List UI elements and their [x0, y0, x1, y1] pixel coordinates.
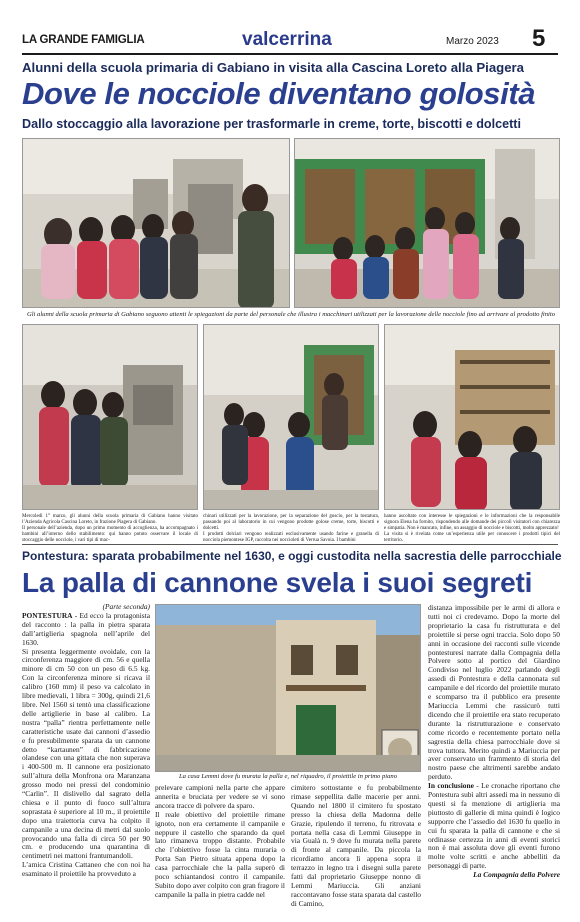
article1-col2-para-2: I prodotti dolciari vengono realizzati esclusivamente usando farine e granella di nocciola piemontese IGP, raccolta nei noccioleti di Verrua Savoia. I bambini	[203, 531, 379, 543]
photo-group-tour	[203, 324, 379, 510]
article2-headline: La palla di cannone svela i suoi segreti	[22, 567, 533, 598]
article2-column-1	[22, 603, 150, 879]
article1-col1-para-1: Mercoledì 1° marzo, gli alunni della scuola primaria di Gabiano hanno visitato l’Azienda Agricola Cascina Loreto, in frazione Piagera di Gabiano.	[22, 514, 198, 525]
article2-author: La Compagnia della Polvere	[473, 870, 560, 880]
article1-col3-para-1: hanno ascoltato con interesse le spiegazioni e le informazioni che la responsabile signora Elena ha fornito, rispondendo alle domande dei piccoli visitatori con chiarezza e simpatia. Non è mancato, infine, un assaggio di nocciole e biscotti, molto apprezzato!	[384, 514, 560, 531]
article1-subhead: Dallo stoccaggio alla lavorazione per trasformarle in creme, torte, biscotti e dolcetti	[22, 117, 521, 131]
article2-col3-para-1: cimitero sottostante e fu probabilmente rimase seppellita dalle macerie per anni. Quando nel 1800 il cimitero fu spostato presso la chiesa della Madonna delle Grazie, ripulendo il terreno, fu ritrovata e portata nella casa di Lemmi Giuseppe in via Gualà n. 9 dove fu murata nella parete di fronte al campanile. Da piccola la ricordiamo ancora lì appena sopra il terrazzo in legno tra i disegni sulla parete fatti dal proprietario Giuseppe nonno di Lemmi Mariuccia. Gli anziani raccontavano fosse stata sparata dal castello di Camino,	[291, 783, 421, 908]
article1-kicker: Alunni della scuola primaria di Gabiano in visita alla Cascina Loreto alla Piagera	[22, 60, 525, 75]
header-rule	[22, 53, 558, 55]
article1-column-1	[22, 514, 198, 544]
continued-label: (Parte seconda)	[102, 602, 150, 611]
article2-kicker: Pontestura: sparata probabilmente nel 1630, e oggi custodita nella sacrestia delle parrocchiale	[22, 549, 562, 563]
section-title: valcerrina	[242, 29, 332, 50]
issue-date: Marzo 2023	[446, 36, 499, 47]
article2-column-3	[291, 784, 421, 909]
section-divider	[22, 544, 558, 545]
article2-photo-caption: La casa Lemmi dove fu murata la palla e, nel riquadro, il proiettile in primo piano	[178, 773, 397, 780]
page-number: 5	[532, 25, 546, 52]
article2-column-2	[155, 784, 285, 900]
article2-col2-para-1: prelevare campioni nella parte che appare annerita e bruciata per vedere se vi sono ancora tracce di polvere da sparo.	[155, 783, 285, 810]
publication-name: LA GRANDE FAMIGLIA	[22, 34, 145, 46]
dateline: PONTESTURA	[22, 610, 73, 620]
photo-lab-products	[384, 324, 560, 510]
photo-casa-lemmi	[155, 604, 421, 772]
photo-storage-shelves	[294, 138, 560, 308]
conclusion-label: In conclusione	[428, 781, 474, 791]
article1-col1-para-2: Il personale dell’azienda, dopo un primo momento di accoglienza, ha accompagnato i bambini all’interno dello stabilimento: qui hanno potuto osservare il locale di stoccaggio delle nocciole, i vari tipi di mac-	[22, 525, 198, 543]
article2-col1-para-3: L’amica Cristina Cattaneo che con noi ha esaminato il proiettile ha provveduto a	[22, 860, 150, 879]
article1-col3-para-2: La visita si è rivelata come un’esperienza utile per conoscere i prodotti tipici del territorio.	[384, 531, 560, 543]
article1-headline: Dove le nocciole diventano golosità	[22, 76, 536, 111]
article1-photo-caption: Gli alunni della scuola primaria di Gabiano seguono attenti le spiegazioni da parte del personale che illustra i macchinari utilizzati per la lavorazione delle nocciole fino ad arrivare al prodotto finito	[26, 311, 556, 318]
article2-col1-para-2: Si presenta leggermente ovoidale, con la circonferenza maggiore di cm. 56 e quella minore di cm 50 con un peso di 6.5 kg. Con la circonferenza minore si ricava il calibro (160 mm) il peso va calcolato in libre medievali, 1 libra = 300g, quindi 21,6 libre. Nel 1560 si tentò una classificazione delle artiglierie in base al calibro. La nostra “palla” rientra perfettamente nelle caratteristiche usate dai cannoni d’assedio e fu presubilmente sparata da un cannone detto “kartaunen” di fabbricazione olandese con una gittata che non superava i 400-500 m. Il cannone era posizionato sull’altura della Monfrona ora Maranzana grosso modo nei pressi del condominio “Carlin”. Il dislivello dal sagrato della chiesa e il punto di fuoco sull’altura soprastata è superiore al 10 m., il proiettile dopo una traiettoria curva ha colpito il campanile a una decina di metri dal suolo provocando una falla di circa 50 per 90 cm. e producendo una quarantina di centimetri nei mattoni frantumandoli.	[22, 646, 150, 861]
article1-column-2	[203, 514, 379, 544]
article2-col1-para-1: PONTESTURA - Ed ecco la protagonista del racconto : la palla in pietra sparata dall’artiglieria spagnola nell’aprile del 1630.	[22, 610, 150, 647]
article2-column-4	[428, 604, 560, 880]
article2-col2-para-2: Il reale obiettivo del proiettile rimane ignoto, non era certamente il campanile e neppure il castello che sparando da quel lato rimaneva troppo distante. Probabile che l’obiettivo fosse la cinta muraria o Porta San Pietro situata appena dopo la casa parrocchiale che la palla superò di poco schiantandosi contro il campanile. Subito dopo aver colpito con gran fragore il campanile la palla in pietra cadde nel	[155, 809, 285, 899]
article2-conclusion: In conclusione - Le cronache riportano che Pontestura subì altri assedi ma in nessuno di questi si fa menzione di artiglieria ma piuttosto di gallerie di mina quindi è logico supporre che l’assedio del 1630 fu quello in cui fu sparata la palla di cannone e che si ordinasse certezza in anni di eventi storici non è mai assoluta dove gli eventi furono molte volte scritti e anche abbelliti da personaggi di parte.	[428, 781, 560, 871]
article2-col4-para-1: distanza impossibile per le armi di allora e tutti noi ci credevamo. Dopo la morte del proprietario la casa fu ristrutturata e del proiettile si perse ogni traccia. Solo dopo 50 anni in occasione dei racconti sulle vicende pontesturesi narrate dalla Compagnia della Polvere sotto al portico del Giardino Condiviso nel luglio 2022 parlando degli assedi di Pontestura e della cannonata sul campanile e del ricordo del proiettile murato e scomparso tra il pubblico era presente Mariuccia Lemmi che rassicurò tutti dicendo che il proiettile era stato recuperato durante la ristrutturazione e conservato come ricordo e recentemente portato nella sagrestia della chiesa parrocchiale dove si trova tuttora. Merito quindi a Mariuccia per aver conservato un frammento di storia del nostro paese che altrimenti sarebbe andato perduto.	[428, 603, 560, 782]
photo-machine-demo	[22, 324, 198, 510]
article1-col2-para-1: chinari utilizzati per la lavorazione, per la separazione del guscio, per la tostatura, passando poi al laboratorio in cui vengono prodotte golose creme, torte, biscotti e dolcetti.	[203, 514, 379, 531]
photo-children-machines	[22, 138, 290, 308]
article1-column-3	[384, 514, 560, 544]
